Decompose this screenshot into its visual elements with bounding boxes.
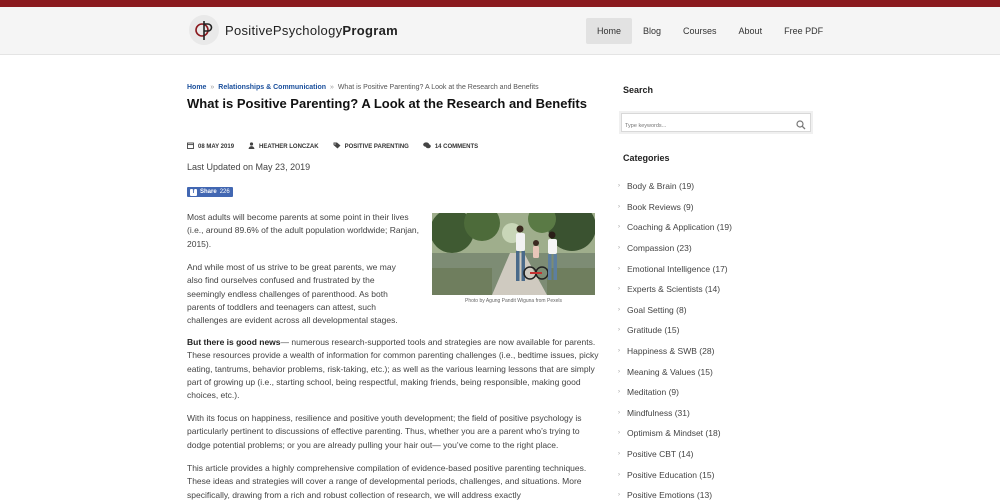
site-logo[interactable] xyxy=(189,15,398,45)
category-label: Optimism & Mindset (18) xyxy=(627,428,721,439)
meta-comments[interactable] xyxy=(423,142,478,151)
breadcrumb-separator: » xyxy=(210,84,215,91)
category-label: Compassion (23) xyxy=(627,243,692,254)
chevron-right-icon: › xyxy=(618,389,620,396)
category-label: Body & Brain (19) xyxy=(627,181,695,192)
logo-icon xyxy=(189,15,219,45)
meta-author-text: HEATHER LONCZAK xyxy=(259,143,319,150)
meta-date-text: 08 MAY 2019 xyxy=(198,143,235,150)
category-item[interactable] xyxy=(618,238,818,259)
chevron-right-icon: › xyxy=(618,224,620,231)
category-label: Positive Emotions (13) xyxy=(627,490,713,500)
article-title: What is Positive Parenting? A Look at the Research and Benefits xyxy=(187,96,587,111)
meta-tag[interactable] xyxy=(333,142,409,151)
search-input[interactable] xyxy=(622,118,787,135)
category-item[interactable] xyxy=(618,341,818,362)
category-label: Coaching & Application (19) xyxy=(627,222,732,233)
category-item[interactable] xyxy=(618,403,818,424)
chevron-right-icon: › xyxy=(618,368,620,375)
facebook-icon: f xyxy=(190,189,197,196)
category-label: Positive Education (15) xyxy=(627,469,715,480)
meta-comments-text: 14 COMMENTS xyxy=(434,143,479,150)
search-heading: Search xyxy=(623,85,654,95)
tag-icon xyxy=(333,142,341,151)
chevron-right-icon: › xyxy=(618,265,620,272)
category-item[interactable] xyxy=(618,423,818,444)
article-paragraph: Most adults will become parents at some point in their lives (i.e., around 89.6% of the adult population worldwide; Ranjan, 2015). xyxy=(187,212,420,249)
chevron-right-icon: › xyxy=(618,306,620,313)
categories-list xyxy=(618,176,818,500)
category-label: Emotional Intelligence (17) xyxy=(627,263,728,274)
category-item[interactable] xyxy=(618,464,818,485)
category-label: Positive CBT (14) xyxy=(627,449,694,460)
category-label: Mindfulness (31) xyxy=(627,407,690,418)
article-paragraph: With its focus on happiness, resilience and positive youth development; the field of positive psychology is particularly pertinent to discussions of effective parenting. Thus, whether you are a parent who’s trying to dodge potential problems; or you are already pulling your hair out— you’ve come to the right place. xyxy=(187,413,582,450)
category-item[interactable] xyxy=(618,258,818,279)
chevron-right-icon: › xyxy=(618,471,620,478)
breadcrumb-category-link[interactable]: Relationships & Communication xyxy=(218,84,326,91)
breadcrumb-home-link[interactable]: Home xyxy=(187,84,207,91)
article-paragraph xyxy=(187,336,602,402)
category-label: Book Reviews (9) xyxy=(627,201,694,212)
chevron-right-icon: › xyxy=(618,203,620,210)
category-item[interactable] xyxy=(618,197,818,218)
article-paragraph: This article provides a highly comprehensive compilation of evidence-based positive parenting techniques. These ideas and strategies will cover a range of developmental periods, challenges, and situations. More specifically, drawing from a rich and robust collection of research, we will address exactly xyxy=(187,463,587,500)
chevron-right-icon: › xyxy=(618,245,620,252)
breadcrumb-separator: » xyxy=(329,84,334,91)
nav-home[interactable]: Home xyxy=(586,18,632,44)
article-photo xyxy=(432,213,595,295)
breadcrumb xyxy=(187,84,539,91)
last-updated: Last Updated on May 23, 2019 xyxy=(187,162,311,172)
category-item[interactable] xyxy=(618,279,818,300)
site-header xyxy=(0,7,1000,55)
article-meta xyxy=(187,142,492,151)
breadcrumb-current: What is Positive Parenting? A Look at the Research and Benefits xyxy=(337,84,539,91)
main-nav xyxy=(586,18,834,44)
logo-wordmark: PositivePsychologyProgram xyxy=(225,22,398,38)
chevron-right-icon: › xyxy=(618,409,620,416)
user-icon xyxy=(248,142,255,151)
categories-heading: Categories xyxy=(623,153,670,163)
nav-blog[interactable]: Blog xyxy=(643,26,662,36)
chevron-right-icon: › xyxy=(618,286,620,293)
category-item[interactable] xyxy=(618,300,818,321)
chevron-right-icon: › xyxy=(618,430,620,437)
nav-courses[interactable]: Courses xyxy=(683,26,717,36)
chevron-right-icon: › xyxy=(618,492,620,499)
search-icon[interactable] xyxy=(796,117,806,127)
share-label: Share xyxy=(200,189,217,195)
category-item[interactable] xyxy=(618,485,818,500)
chevron-right-icon: › xyxy=(618,183,620,190)
category-item[interactable] xyxy=(618,320,818,341)
photo-caption: Photo by Agung Pandit Wiguna from Pexels xyxy=(464,298,562,304)
top-accent-bar xyxy=(0,0,1000,7)
meta-date xyxy=(187,142,234,151)
category-label: Goal Setting (8) xyxy=(627,304,687,315)
nav-about[interactable]: About xyxy=(738,26,763,36)
paragraph-text: — numerous research-supported tools and strategies are now available for parents. These resources provide a wealth of information for common parenting challenges (i.e., bedtime issues, picky eating, tantrums, behavior problems, risk-taking, etc.); as well as the various learning lessons that are simply part of growing up (i.e., starting school, being respectful, making friends, being responsible, making good choices, etc.). xyxy=(187,337,599,401)
paragraph-emphasis: But there is good news xyxy=(187,337,281,347)
meta-tag-text: POSITIVE PARENTING xyxy=(344,143,409,150)
category-item[interactable] xyxy=(618,444,818,465)
category-label: Happiness & SWB (28) xyxy=(627,346,715,357)
chevron-right-icon: › xyxy=(618,451,620,458)
facebook-share-button[interactable] xyxy=(187,187,233,197)
category-label: Meditation (9) xyxy=(627,387,679,398)
category-label: Meaning & Values (15) xyxy=(627,366,713,377)
category-item[interactable] xyxy=(618,176,818,197)
search-box xyxy=(621,113,811,132)
meta-author[interactable] xyxy=(248,142,319,151)
calendar-icon xyxy=(187,142,194,151)
nav-free-pdf[interactable]: Free PDF xyxy=(784,26,824,36)
comments-icon xyxy=(423,142,431,151)
category-item[interactable] xyxy=(618,217,818,238)
category-item[interactable] xyxy=(618,382,818,403)
category-label: Gratitude (15) xyxy=(627,325,680,336)
category-label: Experts & Scientists (14) xyxy=(627,284,721,295)
share-count: 226 xyxy=(219,189,230,195)
category-item[interactable] xyxy=(618,361,818,382)
article-paragraph: And while most of us strive to be great parents, we may also find ourselves confused and frustrated by the seemingly endless challenges of parenthood. As both parents of toddlers and teenagers can attest, such challenges are evident across all developmental stages. xyxy=(187,262,398,326)
chevron-right-icon: › xyxy=(618,327,620,334)
chevron-right-icon: › xyxy=(618,348,620,355)
